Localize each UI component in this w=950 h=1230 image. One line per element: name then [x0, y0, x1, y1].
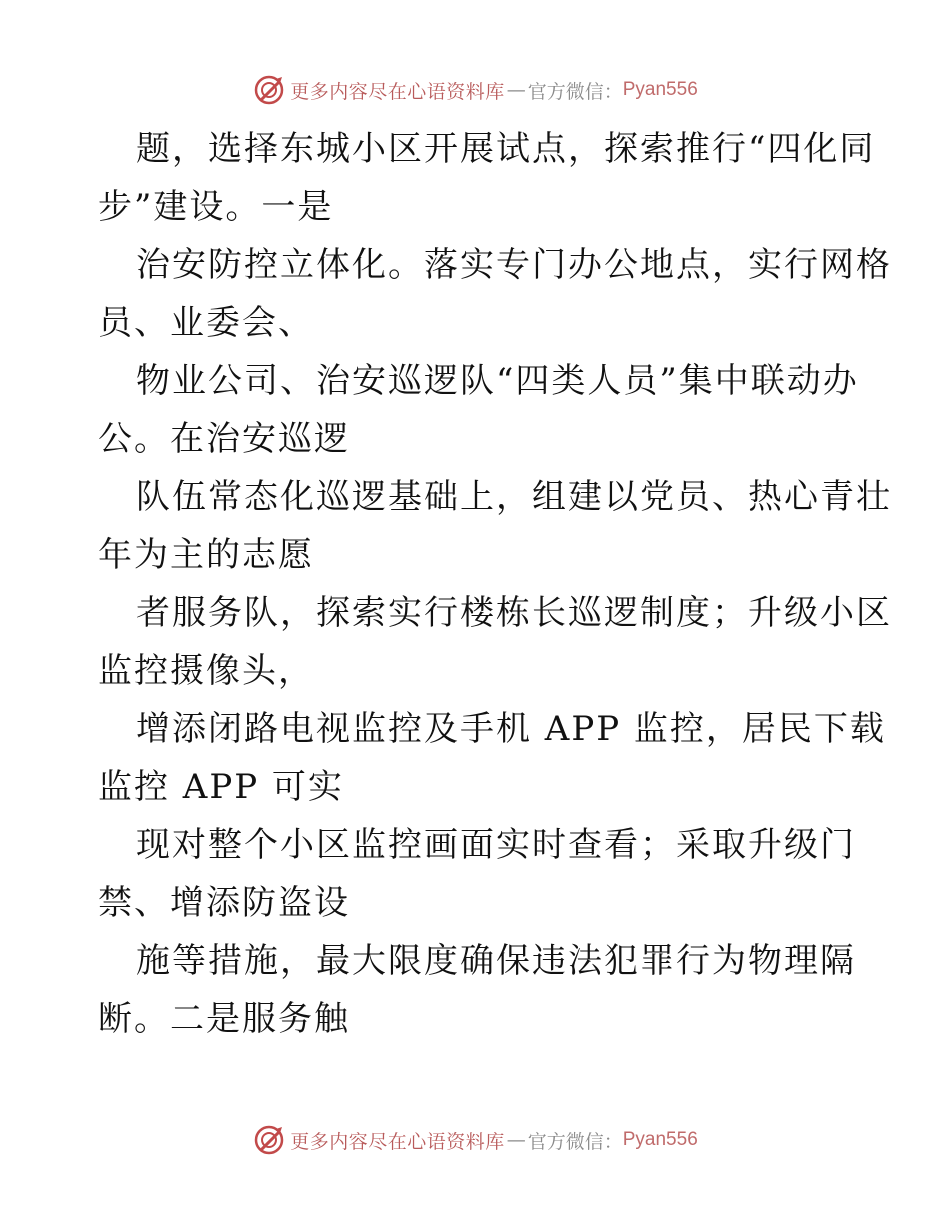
text-line: 监控 APP 可实 [98, 767, 344, 807]
watermark-wechat-label: 官方微信： [527, 1130, 623, 1153]
text-line: 队伍常态化巡逻基础上，组建以党员、热心青壮 [136, 477, 892, 517]
text-line: 题，选择东城小区开展试点，探索推行“四化同 [136, 129, 876, 169]
text-line: 治安防控立体化。落实专门办公地点，实行网格 [136, 245, 892, 285]
text-line: 年为主的志愿 [98, 535, 314, 575]
text-line: 监控摄像头， [98, 651, 314, 691]
header-watermark [0, 72, 950, 108]
text-line: 现对整个小区监控画面实时查看；采取升级门 [136, 825, 856, 865]
watermark-separator: — [506, 1129, 526, 1151]
text-line: 步”建设。一是 [98, 187, 334, 227]
text-line: 员、业委会、 [98, 303, 314, 343]
document-body [98, 120, 892, 1048]
text-line: 施等措施，最大限度确保违法犯罪行为物理隔 [136, 941, 856, 981]
footer-watermark [0, 1122, 950, 1158]
text-line: 公。在治安巡逻 [98, 419, 350, 459]
text-line: 禁、增添防盗设 [98, 883, 350, 923]
watermark-wechat-id: Pyan556 [622, 1129, 698, 1150]
brand-logo-icon [252, 73, 286, 107]
text-line: 增添闭路电视监控及手机 APP 监控，居民下载 [136, 709, 886, 749]
watermark-brand-text: 更多内容尽在心语资料库 [290, 1130, 505, 1153]
text-line: 断。二是服务触 [98, 999, 350, 1039]
watermark-wechat-label: 官方微信： [527, 80, 623, 103]
text-line: 者服务队，探索实行楼栋长巡逻制度；升级小区 [136, 593, 892, 633]
watermark-wechat-id: Pyan556 [622, 79, 698, 100]
watermark-brand-text: 更多内容尽在心语资料库 [290, 80, 505, 103]
brand-logo-icon [252, 1123, 286, 1157]
watermark-separator: — [506, 79, 526, 101]
text-line: 物业公司、治安巡逻队“四类人员”集中联动办 [136, 361, 859, 401]
